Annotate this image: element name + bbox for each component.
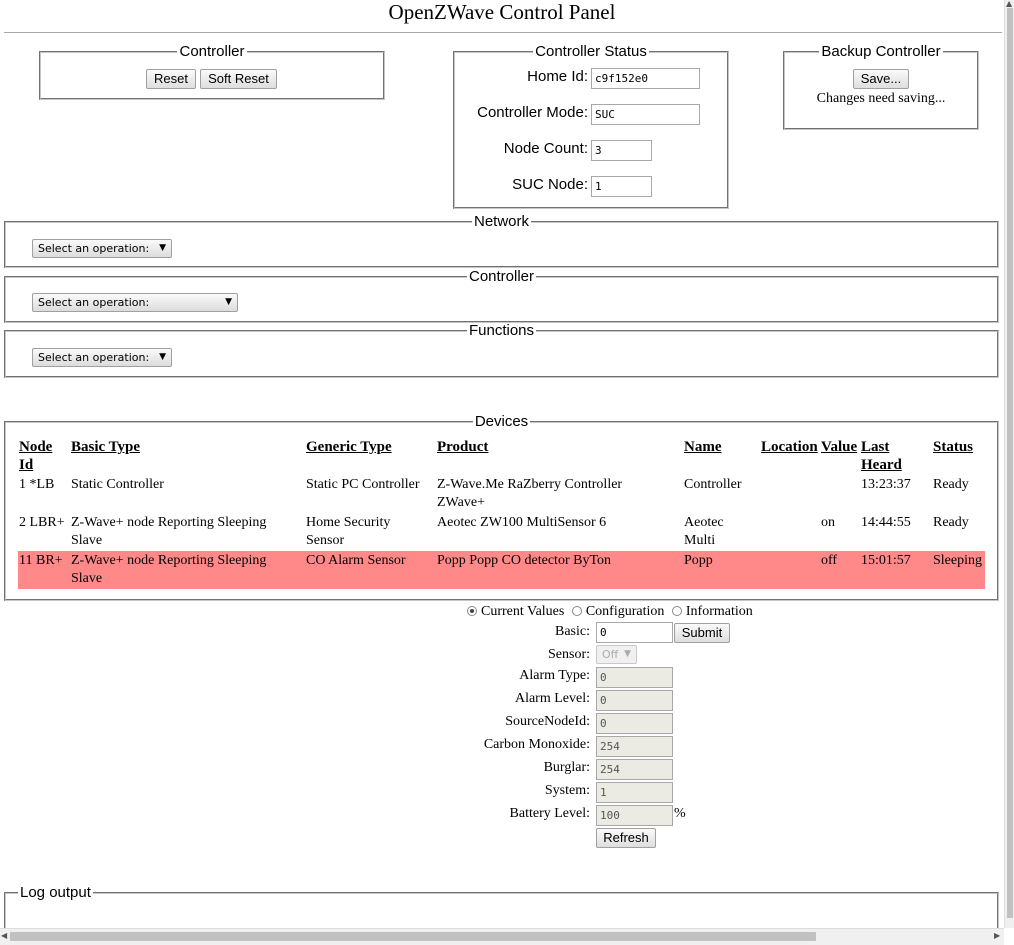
page-title: OpenZWave Control Panel [388, 0, 616, 24]
cell-status: Sleeping [933, 553, 982, 568]
header-last-heard[interactable]: Last Heard [861, 439, 902, 473]
tab-information[interactable]: Information [672, 604, 753, 619]
controller-operation-select[interactable] [32, 293, 238, 312]
network-operation-select[interactable] [32, 239, 172, 258]
cell-generic-type: Static PC Controller [306, 477, 420, 492]
node-count-label: Node Count: [503, 140, 588, 157]
header-node-id[interactable]: Node Id [19, 439, 53, 473]
suc-node-label: SUC Node: [512, 176, 588, 193]
tab-configuration[interactable]: Configuration [572, 604, 665, 619]
chevron-down-icon: ▼ [624, 649, 631, 659]
node-view-tabs [467, 603, 753, 621]
network-select-label: Select an operation: [38, 242, 150, 255]
carbon-monoxide-label: Carbon Monoxide: [483, 737, 590, 752]
radio-icon [572, 606, 582, 616]
burglar-field: 254 [596, 759, 673, 780]
cell-product: Z-Wave.Me RaZberry Controller ZWave+ [437, 477, 623, 510]
controller-select-label: Select an operation: [38, 296, 150, 309]
cell-product: Popp Popp CO detector ByTon [437, 553, 612, 568]
header-generic-type[interactable]: Generic Type [306, 439, 392, 455]
header-product[interactable]: Product [437, 439, 489, 455]
sensor-select[interactable] [596, 645, 637, 664]
functions-operation-select[interactable] [32, 348, 172, 367]
chevron-down-icon: ▼ [159, 243, 166, 253]
source-node-label: SourceNodeId: [505, 714, 590, 729]
vertical-scroll-thumb[interactable] [1007, 8, 1013, 918]
alarm-level-label: Alarm Level: [514, 691, 590, 706]
devices-legend: Devices [474, 413, 529, 430]
scroll-right-icon[interactable]: ▶ [994, 931, 1001, 940]
cell-status: Ready [933, 477, 969, 492]
vertical-scrollbar[interactable] [1004, 0, 1014, 928]
battery-level-label: Battery Level: [509, 806, 590, 821]
cell-name: Aeotec Multi [684, 515, 724, 548]
cell-generic-type: Home Security Sensor [306, 515, 391, 548]
cell-status: Ready [933, 515, 969, 530]
radio-icon [672, 606, 682, 616]
basic-input[interactable]: 0 [596, 622, 673, 643]
burglar-label: Burglar: [543, 760, 590, 775]
chevron-down-icon: ▼ [159, 352, 166, 362]
cell-value: on [821, 515, 835, 530]
controller-status-legend: Controller Status [535, 43, 647, 60]
save-button[interactable]: Save... [853, 69, 909, 89]
sensor-label: Sensor: [548, 647, 590, 662]
cell-product: Aeotec ZW100 MultiSensor 6 [437, 515, 607, 530]
controller-mode-label: Controller Mode: [477, 104, 588, 121]
cell-generic-type: CO Alarm Sensor [306, 553, 406, 568]
submit-button[interactable]: Submit [674, 623, 730, 643]
alarm-type-label: Alarm Type: [519, 668, 590, 683]
battery-unit: % [674, 806, 686, 821]
network-legend: Network [473, 213, 529, 230]
tab-current-values[interactable]: Current Values [467, 604, 564, 619]
backup-controller-legend: Backup Controller [821, 43, 941, 60]
basic-label: Basic: [555, 624, 590, 639]
node-count-field[interactable]: 3 [591, 140, 652, 161]
sensor-select-value: Off [602, 648, 619, 661]
cell-basic-type: Z-Wave+ node Reporting Sleeping Slave [71, 515, 267, 548]
cell-node: 11 BR+ [19, 553, 63, 568]
radio-selected-icon [467, 606, 477, 616]
cell-node: 1 *LB [19, 477, 55, 492]
cell-node: 2 LBR+ [19, 515, 65, 530]
cell-basic-type: Static Controller [71, 477, 164, 492]
controller-ops-legend: Controller [468, 268, 535, 285]
functions-legend: Functions [468, 322, 535, 339]
source-node-field: 0 [596, 713, 673, 734]
header-divider [4, 32, 1002, 33]
log-output-legend: Log output [20, 884, 91, 901]
functions-select-label: Select an operation: [38, 351, 150, 364]
horizontal-scrollbar[interactable] [0, 928, 1004, 945]
header-basic-type[interactable]: Basic Type [71, 439, 141, 455]
battery-level-field: 100 [596, 805, 673, 826]
refresh-button[interactable]: Refresh [596, 828, 656, 848]
cell-name: Controller [684, 477, 742, 492]
system-field: 1 [596, 782, 673, 803]
scroll-left-icon[interactable]: ◀ [1, 931, 8, 940]
cell-basic-type: Z-Wave+ node Reporting Sleeping Slave [71, 553, 267, 586]
soft-reset-button[interactable]: Soft Reset [200, 69, 277, 89]
header-value[interactable]: Value [821, 439, 858, 455]
horizontal-scroll-thumb[interactable] [10, 932, 816, 941]
home-id-field[interactable]: c9f152e0 [591, 68, 700, 89]
chevron-down-icon: ▼ [225, 297, 232, 307]
header-name[interactable]: Name [684, 439, 722, 455]
backup-status-text: Changes need saving... [816, 91, 946, 106]
alarm-type-field: 0 [596, 667, 673, 688]
cell-last-heard: 14:44:55 [861, 515, 911, 530]
reset-button[interactable]: Reset [146, 69, 196, 89]
scroll-up-icon[interactable]: ▲ [1006, 0, 1013, 8]
header-location[interactable]: Location [761, 439, 818, 455]
suc-node-field[interactable]: 1 [591, 176, 652, 197]
home-id-label: Home Id: [527, 68, 588, 85]
cell-last-heard: 15:01:57 [861, 553, 911, 568]
cell-last-heard: 13:23:37 [861, 477, 911, 492]
cell-value: off [821, 553, 838, 568]
cell-name: Popp [684, 553, 713, 568]
system-label: System: [544, 783, 590, 798]
controller-legend: Controller [179, 43, 245, 60]
header-status[interactable]: Status [933, 439, 974, 455]
carbon-monoxide-field: 254 [596, 736, 673, 757]
alarm-level-field: 0 [596, 690, 673, 711]
controller-mode-field[interactable]: SUC [591, 104, 700, 125]
